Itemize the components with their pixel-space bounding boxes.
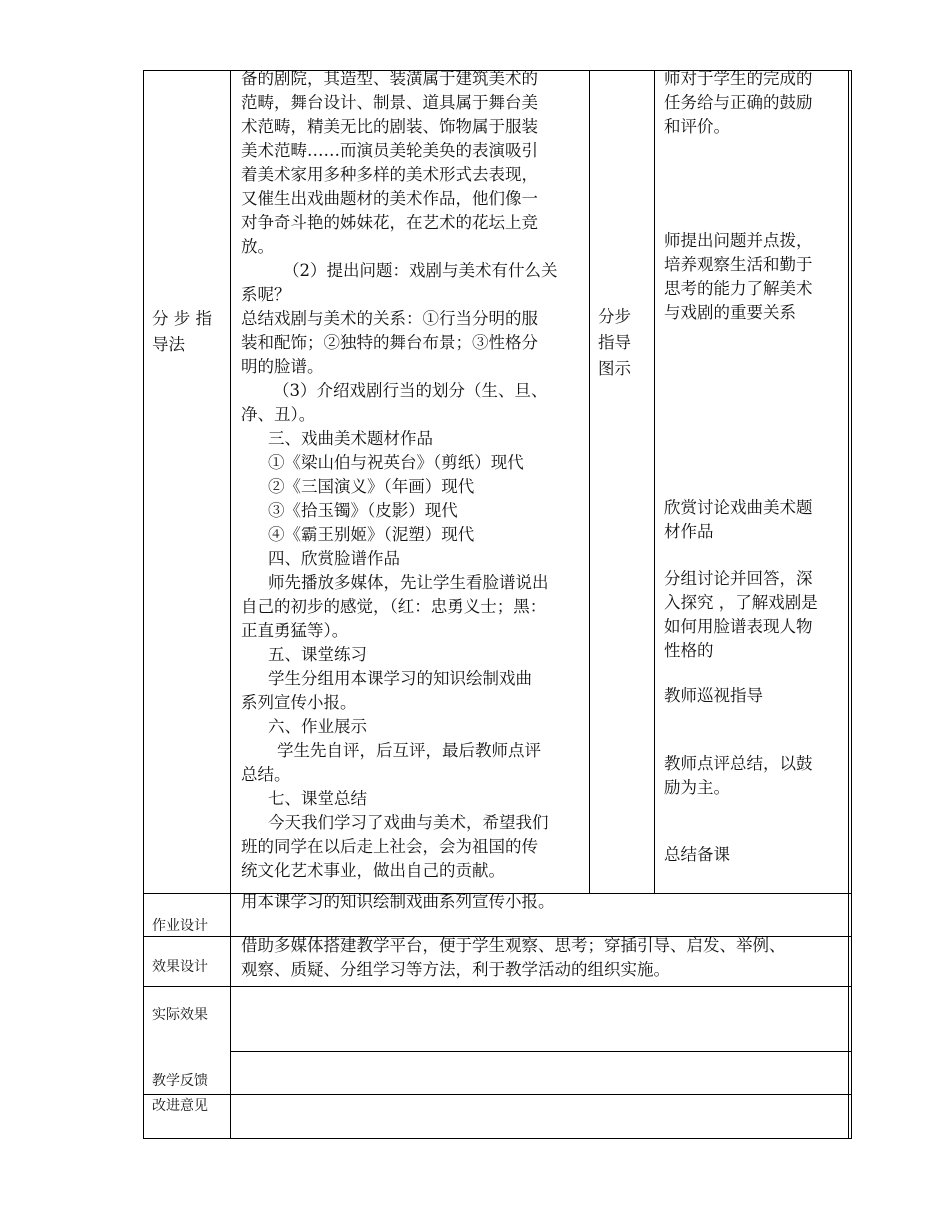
content-line: ④《霸王别姬》（泥塑）现代 bbox=[268, 525, 475, 544]
content-line: 对争奇斗艳的姊妹花，在艺术的花坛上竞 bbox=[241, 213, 538, 232]
table-border-right bbox=[848, 70, 849, 1139]
label-line: 图示 bbox=[598, 359, 631, 378]
note-line: 教师巡视指导 bbox=[664, 686, 763, 705]
row-label-effect-design: 效果设计 bbox=[152, 959, 208, 975]
note-appreciation bbox=[664, 496, 813, 544]
effect-line: 观察、质疑、分组学习等方法，利于教学活动的组织实施。 bbox=[241, 960, 670, 979]
homework-content bbox=[241, 890, 555, 914]
note-questioning bbox=[664, 229, 813, 325]
label-line: 分 步 指 bbox=[152, 309, 212, 328]
note-encouragement bbox=[664, 67, 813, 139]
main-content bbox=[241, 67, 558, 883]
diagram-column-divider bbox=[654, 70, 655, 893]
effect-line: 借助多媒体搭建教学平台，便于学生观察、思考；穿插引导、启发、举例、 bbox=[241, 936, 786, 955]
row-label-feedback: 教学反馈 bbox=[152, 1073, 208, 1089]
content-line: 师先播放多媒体，先让学生看脸谱说出 bbox=[268, 573, 549, 592]
homework-text: 用本课学习的知识绘制戏曲系列宣传小报。 bbox=[241, 892, 555, 911]
content-line: 装和配饰；②独特的舞台布景；③性格分 bbox=[241, 333, 538, 352]
content-line: 净、丑）。 bbox=[241, 405, 316, 424]
table-border-right-outer bbox=[851, 70, 852, 1139]
note-line: 任务给与正确的鼓励 bbox=[664, 93, 813, 112]
note-patrol-guidance bbox=[664, 684, 763, 708]
content-line: 总结。 bbox=[241, 765, 291, 784]
content-line: 学生分组用本课学习的知识绘制戏曲 bbox=[268, 669, 532, 688]
note-line: 和评价。 bbox=[664, 117, 730, 136]
note-line: 入探究 ，了解戏剧是 bbox=[664, 593, 818, 612]
content-line: 六、作业展示 bbox=[268, 717, 367, 736]
note-line: 励为主。 bbox=[664, 778, 730, 797]
label-line: 导法 bbox=[152, 335, 185, 354]
content-column-divider bbox=[589, 70, 590, 893]
content-line: ①《梁山伯与祝英台》（剪纸）现代 bbox=[268, 453, 524, 472]
effect-design-content bbox=[241, 934, 786, 982]
label-line: 指导 bbox=[598, 333, 631, 352]
note-line: 欣赏讨论戏曲美术题 bbox=[664, 498, 813, 517]
note-line: 性格的 bbox=[664, 641, 714, 660]
note-line: 培养观察生活和勤于 bbox=[664, 255, 813, 274]
content-line: 术范畴，精美无比的剧装、饰物属于服装 bbox=[241, 117, 538, 136]
note-summary bbox=[664, 843, 730, 867]
label-line: 分步 bbox=[598, 307, 631, 326]
table-bottom-border bbox=[143, 1138, 852, 1139]
content-line: 美术范畴……而演员美轮美奂的表演吸引 bbox=[241, 141, 538, 160]
content-line: 总结戏剧与美术的关系：①行当分明的服 bbox=[241, 309, 538, 328]
row-divider-feedback bbox=[143, 1094, 852, 1095]
row-label-actual-effect: 实际效果 bbox=[152, 1007, 208, 1023]
content-line: 备的剧院，其造型、装潢属于建筑美术的 bbox=[241, 69, 538, 88]
label-column-divider bbox=[230, 70, 231, 1139]
note-line: 与戏剧的重要关系 bbox=[664, 303, 796, 322]
content-line: 范畴，舞台设计、制景、道具属于舞台美 bbox=[241, 93, 538, 112]
note-line: 分组讨论并回答，深 bbox=[664, 569, 813, 588]
content-line: （3）介绍戏剧行当的划分（生、旦、 bbox=[273, 381, 548, 400]
content-line: 三、戏曲美术题材作品 bbox=[268, 429, 433, 448]
content-line: 放。 bbox=[241, 237, 274, 256]
content-line: 明的脸谱。 bbox=[241, 357, 324, 376]
content-line: ③《拾玉镯》（皮影）现代 bbox=[268, 501, 458, 520]
content-line: 四、欣赏脸谱作品 bbox=[268, 549, 400, 568]
row-label-homework: 作业设计 bbox=[152, 918, 208, 934]
content-line: 学生先自评，后互评，最后教师点评 bbox=[277, 741, 541, 760]
content-line: 着美术家用多种多样的美术形式去表现， bbox=[241, 165, 538, 184]
content-line: 系呢？ bbox=[241, 285, 291, 304]
content-line: 又催生出戏曲题材的美术作品，他们像一 bbox=[241, 189, 538, 208]
note-line: 师提出问题并点拨， bbox=[664, 231, 813, 250]
note-group-discussion bbox=[664, 567, 818, 663]
note-line: 思考的能力了解美术 bbox=[664, 279, 813, 298]
row-label-improvement: 改进意见 bbox=[152, 1098, 208, 1114]
content-line: 班的同学在以后走上社会，会为祖国的传 bbox=[241, 837, 538, 856]
content-line: 自己的初步的感觉，（红：忠勇义士；黑： bbox=[241, 597, 547, 616]
content-line: 正直勇猛等）。 bbox=[241, 621, 349, 640]
note-teacher-review bbox=[664, 752, 813, 800]
row-divider-actual bbox=[143, 986, 852, 987]
content-line: ②《三国演义》（年画）现代 bbox=[268, 477, 475, 496]
note-line: 总结备课 bbox=[664, 845, 730, 864]
note-line: 教师点评总结，以鼓 bbox=[664, 754, 813, 773]
column-label-step-diagram bbox=[598, 304, 631, 382]
note-line: 师对于学生的完成的 bbox=[664, 69, 813, 88]
content-line: （2）提出问题：戏剧与美术有什么关 bbox=[283, 261, 558, 280]
content-line: 系列宣传小报。 bbox=[241, 693, 357, 712]
content-line: 七、课堂总结 bbox=[268, 789, 367, 808]
content-line: 五、课堂练习 bbox=[268, 645, 367, 664]
content-line: 统文化艺术事业，做出自己的贡献。 bbox=[241, 861, 505, 880]
table-border-left bbox=[143, 70, 144, 1139]
note-line: 材作品 bbox=[664, 522, 714, 541]
row-divider-middle bbox=[230, 1051, 852, 1052]
row-label-step-guidance bbox=[152, 306, 212, 358]
note-line: 如何用脸谱表现人物 bbox=[664, 617, 813, 636]
content-line: 今天我们学习了戏曲与美术，希望我们 bbox=[268, 813, 549, 832]
